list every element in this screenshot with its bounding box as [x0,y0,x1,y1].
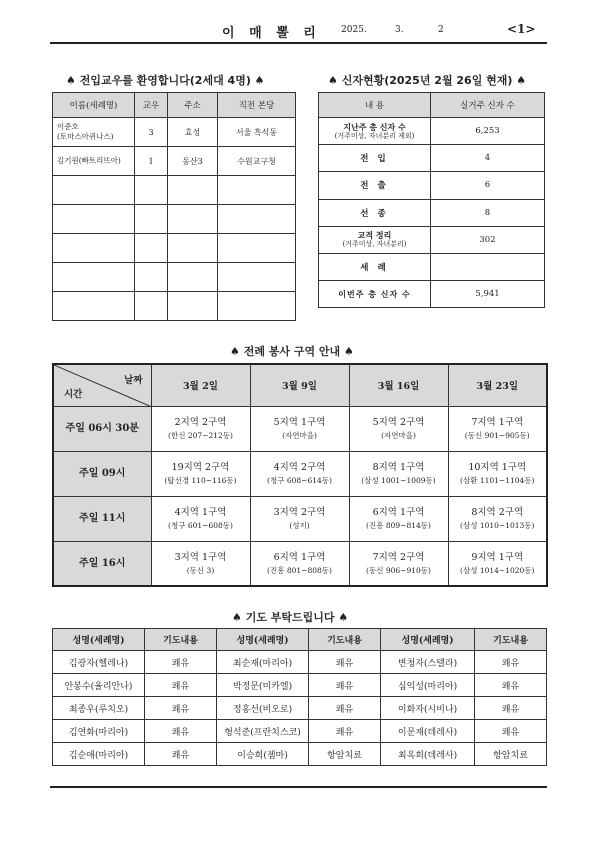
address-cell: 동산3 [168,147,218,176]
stat-value: 6,253 [431,118,545,145]
prayer-heading: ♠ 기도 부탁드립니다 ♠ [232,611,349,624]
table-row [53,205,296,234]
bulletin-title: 이 매 뽈 리 [222,26,321,41]
page-number: <1> [507,22,536,36]
intention-cell: 쾌유 [475,651,547,674]
stat-value: 302 [431,226,545,253]
intention-cell: 쾌유 [309,697,381,720]
date-header: 3월 2일 [151,364,250,406]
area-cell: 4지역 1구역 (청구 601~608동) [151,496,250,541]
stats-table [318,92,545,308]
time-cell: 주일 06시 30분 [53,406,151,451]
table-header-row [53,364,547,406]
column-header: 교우 [135,93,168,118]
prev-parish-cell: 수원교구청 [218,147,296,176]
table-header-row [319,93,545,118]
person-cell: 김순애(마리아) [53,743,145,766]
corner-cell [53,364,151,406]
person-cell: 이문재(데레사) [381,720,475,743]
count-cell: 3 [135,118,168,147]
person-cell: 김연화(마리아) [53,720,145,743]
area-cell: 8지역 1구역 (삼성 1001~1009동) [349,451,448,496]
area-cell: 2지역 2구역 (한신 207~212동) [151,406,250,451]
stat-label: 이번주 총 신자 수 [319,281,431,308]
stat-label: 세 례 [319,253,431,280]
table-row [53,674,547,697]
intention-cell: 쾌유 [475,697,547,720]
table-row [319,281,545,308]
area-cell: 6지역 1구역 (진흥 809~814동) [349,496,448,541]
area-cell: 8지역 2구역 (삼성 1010~1013동) [448,496,547,541]
stat-value [431,253,545,280]
column-header: 실거주 신자 수 [431,93,545,118]
table-row [53,451,547,496]
area-cell: 5지역 2구역 (자연마을) [349,406,448,451]
intention-cell: 쾌유 [309,720,381,743]
service-heading: ♠ 전례 봉사 구역 안내 ♠ [230,345,354,358]
person-cell: 형석준(프란치스코) [217,720,309,743]
table-row [53,541,547,586]
header-rule [50,42,547,44]
column-header: 성명(세례명) [217,629,309,651]
issue-month: 3. [395,25,404,35]
table-row [53,292,296,321]
service-table [52,363,548,587]
table-row [53,697,547,720]
table-row [53,406,547,451]
table-row [53,743,547,766]
column-header: 직전 본당 [218,93,296,118]
table-header-row [53,629,547,651]
person-cell: 최옥희(데레사) [381,743,475,766]
area-cell: 9지역 1구역 (삼성 1014~1020동) [448,541,547,586]
time-cell: 주일 16시 [53,541,151,586]
date-header: 3월 9일 [250,364,349,406]
intention-cell: 쾌유 [145,651,217,674]
prev-parish-cell: 서울 흑석동 [218,118,296,147]
intention-cell: 항암치료 [309,743,381,766]
table-row [319,253,545,280]
table-header-row [53,93,296,118]
intention-cell: 쾌유 [145,720,217,743]
person-cell: 심익성(마리아) [381,674,475,697]
intention-cell: 쾌유 [145,743,217,766]
table-row [53,147,296,176]
intention-cell: 항암치료 [475,743,547,766]
date-header: 3월 23일 [448,364,547,406]
person-cell: 최종우(루치오) [53,697,145,720]
table-row [319,145,545,172]
stats-heading: ♠ 신자현황(2025년 2월 26일 현재) ♠ [328,74,527,87]
area-cell: 5지역 1구역 (자연마을) [250,406,349,451]
time-cell: 주일 09시 [53,451,151,496]
prayer-table [52,628,547,766]
name-cell: 이준호 (토마스아퀴나스) [53,118,135,147]
area-cell: 3지역 2구역 (성지) [250,496,349,541]
column-header: 내 용 [319,93,431,118]
column-header: 이름(세례명) [53,93,135,118]
time-cell: 주일 11시 [53,496,151,541]
area-cell: 10지역 1구역 (삼환 1101~1104동) [448,451,547,496]
footer-rule [50,786,547,788]
table-row [53,720,547,743]
welcome-table [52,92,296,321]
area-cell: 19지역 2구역 (탑선경 110~116동) [151,451,250,496]
stat-value: 4 [431,145,545,172]
corner-time-label: 시간 [64,388,83,400]
person-cell: 김광자(헬레나) [53,651,145,674]
column-header: 성명(세례명) [381,629,475,651]
intention-cell: 쾌유 [309,674,381,697]
person-cell: 안봉수(율리안나) [53,674,145,697]
intention-cell: 쾌유 [475,720,547,743]
person-cell: 최순재(마리아) [217,651,309,674]
stat-label: 전 출 [319,172,431,199]
page-header [50,20,547,42]
table-row [319,172,545,199]
name-cell: 김기원(빠트리뜨아) [53,147,135,176]
person-cell: 정홍선(비오로) [217,697,309,720]
area-cell: 7지역 2구역 (동신 906~910동) [349,541,448,586]
welcome-heading: ♠ 전입교우를 환영합니다(2세대 4명) ♠ [66,74,265,87]
stat-label: 교적 정리 (거주미상, 자녀분리) [319,226,431,253]
stat-value: 6 [431,172,545,199]
intention-cell: 쾌유 [309,651,381,674]
stat-label: 지난주 총 신자 수 (거주미상, 자녀분리 제외) [319,118,431,145]
column-header: 기도내용 [309,629,381,651]
column-header: 성명(세례명) [53,629,145,651]
table-row [53,651,547,674]
person-cell: 이화자(시비나) [381,697,475,720]
column-header: 주소 [168,93,218,118]
address-cell: 효성 [168,118,218,147]
table-row [319,226,545,253]
table-row [53,176,296,205]
area-cell: 3지역 1구역 (동신 3) [151,541,250,586]
person-cell: 박정문(미카엘) [217,674,309,697]
table-row [319,118,545,145]
intention-cell: 쾌유 [145,674,217,697]
table-row [53,118,296,147]
stat-value: 5,941 [431,281,545,308]
table-row [53,234,296,263]
area-cell: 6지역 1구역 (진흥 801~808동) [250,541,349,586]
intention-cell: 쾌유 [475,674,547,697]
person-cell: 이승희(젬마) [217,743,309,766]
corner-date-label: 날짜 [124,375,143,386]
date-header: 3월 16일 [349,364,448,406]
stat-label: 선 종 [319,199,431,226]
person-cell: 변청자(스텔라) [381,651,475,674]
issue-year: 2025. [341,25,367,35]
table-row [319,199,545,226]
column-header: 기도내용 [475,629,547,651]
table-row [53,496,547,541]
column-header: 기도내용 [145,629,217,651]
area-cell: 4지역 2구역 (청구 608~614동) [250,451,349,496]
stat-label: 전 입 [319,145,431,172]
stat-value: 8 [431,199,545,226]
issue-day: 2 [438,25,444,35]
intention-cell: 쾌유 [145,697,217,720]
table-row [53,263,296,292]
count-cell: 1 [135,147,168,176]
area-cell: 7지역 1구역 (동신 901~905동) [448,406,547,451]
